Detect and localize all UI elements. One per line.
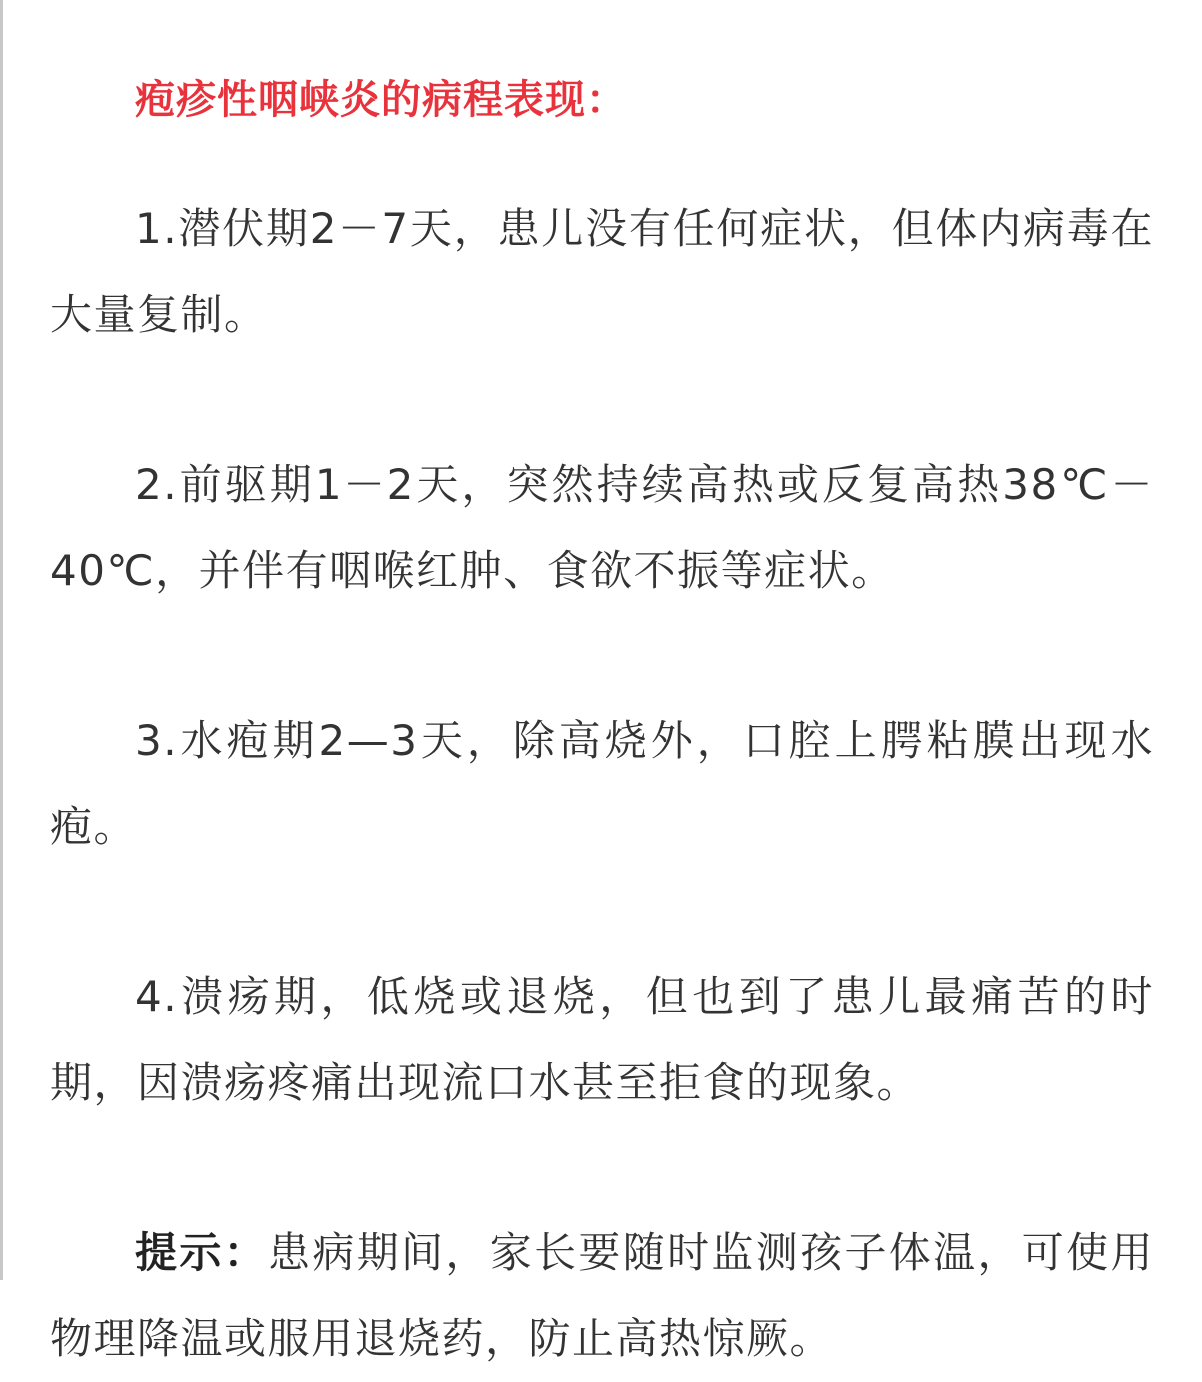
stage-prodromal: 2.前驱期1－2天，突然持续高热或反复高热38℃－40℃，并伴有咽喉红肿、食欲不振等症状。 bbox=[50, 460, 1154, 595]
stage-vesicle: 3.水疱期2—3天，除高烧外，口腔上腭粘膜出现水疱。 bbox=[50, 716, 1154, 851]
tip-label: 提示： bbox=[135, 1228, 269, 1277]
stage-incubation: 1.潜伏期2－7天，患儿没有任何症状，但体内病毒在大量复制。 bbox=[50, 204, 1154, 339]
left-border bbox=[0, 0, 3, 1280]
tip-text: 患病期间，家长要随时监测孩子体温，可使用物理降温或服用退烧药，防止高热惊厥。 bbox=[50, 1228, 1154, 1363]
tip-paragraph bbox=[50, 1210, 1154, 1382]
stage-ulcer: 4.溃疡期，低烧或退烧，但也到了患儿最痛苦的时期，因溃疡疼痛出现流口水甚至拒食的现象。 bbox=[50, 972, 1154, 1107]
article-title: 疱疹性咽峡炎的病程表现： bbox=[135, 77, 627, 123]
article bbox=[50, 70, 1154, 1382]
